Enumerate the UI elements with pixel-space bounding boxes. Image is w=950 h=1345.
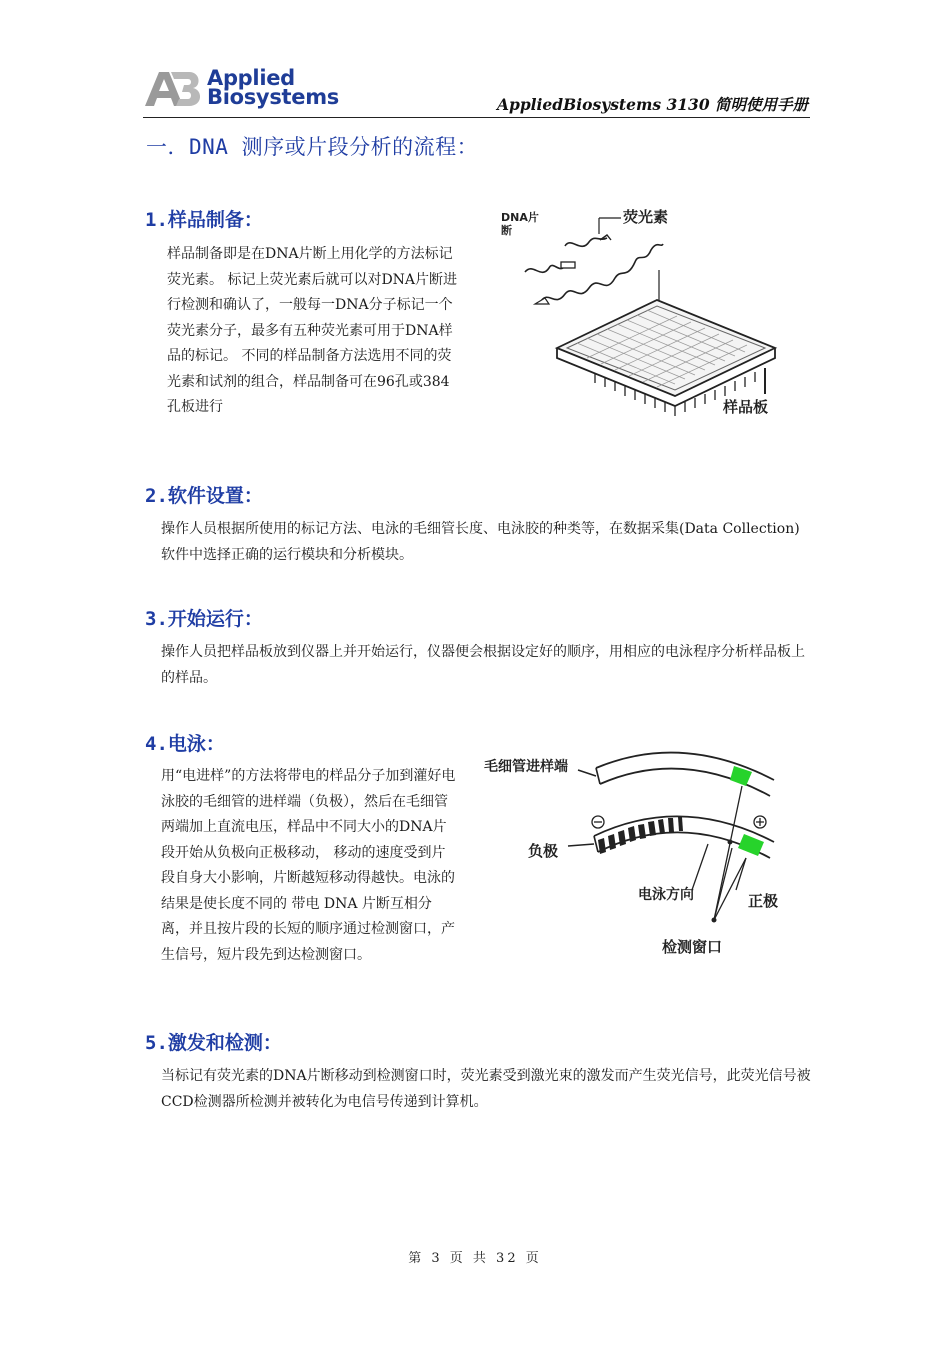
dna-fragment-label xyxy=(501,211,539,237)
dna-fragment-label-line2: 断 xyxy=(501,224,512,237)
page-title: 一．DNA 测序或片段分析的流程： xyxy=(146,135,479,159)
page-header xyxy=(143,66,810,118)
logo-text-applied: Applied xyxy=(207,66,295,90)
section-5-heading: 5.激发和检测： xyxy=(145,1032,282,1054)
ab-logo-icon xyxy=(143,70,205,108)
section-5-body: 当标记有荧光素的DNA片断移动到检测窗口时，荧光素受到激光束的激发而产生荧光信号，此荧光信号被CCD检测器所检测并被转化为电信号传递到计算机。 xyxy=(161,1068,811,1110)
sample-plate-label: 样品板 xyxy=(723,398,769,416)
capillary-inlet-label: 毛细管进样端 xyxy=(484,759,568,775)
section-4-heading: 4.电泳： xyxy=(145,733,225,755)
applied-biosystems-logo xyxy=(143,66,343,112)
logo-text-biosystems: Biosystems xyxy=(207,85,339,109)
dna-fragment-label-line1: DNA片 xyxy=(501,211,539,224)
detection-window-label: 检测窗口 xyxy=(662,938,723,956)
section-1-body: 样品制备即是在DNA片断上用化学的方法标记荧光素。 标记上荧光素后就可以对DNA片断进行检测和确认了，一般每一DNA分子标记一个荧光素分子，最多有五种荧光素可用于DNA样品的标记。 不同的样品制备方法选用不同的荧光素和试剂的组合，样品制备可在96孔或384孔板进行 xyxy=(167,246,458,415)
electrophoresis-direction-label: 电泳方向 xyxy=(638,887,694,903)
section-3-heading: 3.开始运行： xyxy=(145,608,263,630)
negative-electrode-label: 负极 xyxy=(528,842,559,860)
page-number: 第 3 页 共 32 页 xyxy=(408,1251,542,1266)
section-1-heading: 1.样品制备： xyxy=(145,209,263,231)
sample-plate-figure xyxy=(497,200,787,430)
fluorophore-label: 荧光素 xyxy=(623,208,669,226)
section-2-body: 操作人员根据所使用的标记方法、电泳的毛细管长度、电泳胶的种类等，在数据采集(Data Collection)软件中选择正确的运行模块和分析模块。 xyxy=(161,521,800,563)
section-4-body: 用“电进样”的方法将带电的样品分子加到灌好电泳胶的毛细管的进样端（负极），然后在毛细管两端加上直流电压，样品中不同大小的DNA片段开始从负极向正极移动， 移动的速度受到片段自身大小影响，片断越短移动得越快。电泳的结果是使长度不同的 带电 DNA 片断互相分离，并且按片段的长短的顺序通过检测窗口，产生信号，短片段先到达检测窗口。 xyxy=(161,768,456,963)
capillary-electrophoresis-figure xyxy=(482,740,782,965)
section-2-heading: 2.软件设置： xyxy=(145,485,263,507)
positive-electrode-label: 正极 xyxy=(748,892,779,910)
section-3-body: 操作人员把样品板放到仪器上并开始运行，仪器便会根据设定好的顺序，用相应的电泳程序分析样品板上的样品。 xyxy=(161,644,805,686)
header-title: AppliedBiosystems 3130 简明使用手册 xyxy=(496,95,808,114)
